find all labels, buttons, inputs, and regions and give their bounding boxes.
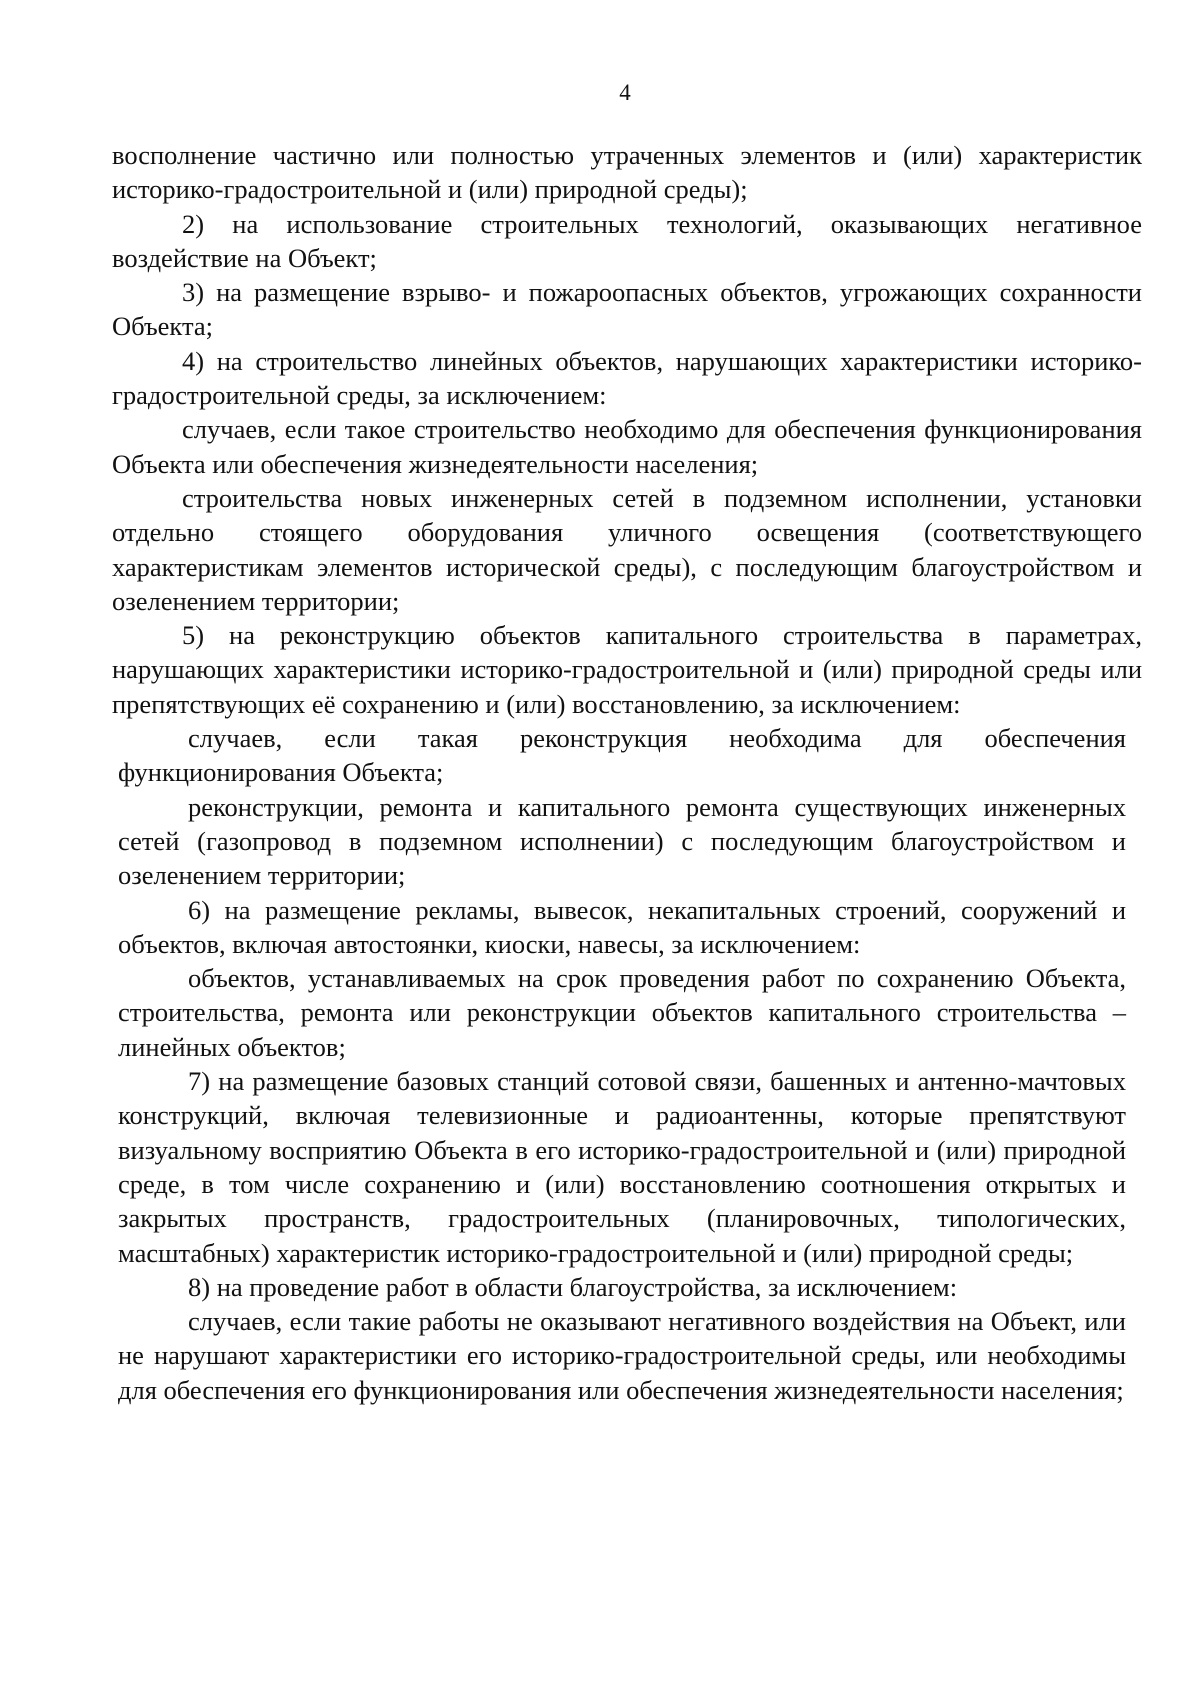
paragraph-item-8-exception-1: случаев, если такие работы не оказывают негативного воздействия на Объект, или не нарушают характеристики его историко-градостроительной среды, или необходимы для обеспечения его функционирования или обеспечения жизнедеятельности населения; — [118, 1306, 1126, 1405]
paragraph-item-6-exception-1: объектов, устанавливаемых на срок проведения работ по сохранению Объекта, строительства, ремонта или реконструкции объектов капитального строительства – линейных объектов; — [118, 963, 1126, 1062]
paragraph-item-8: 8) на проведение работ в области благоустройства, за исключением: — [188, 1271, 958, 1302]
paragraph-item-2: 2) на использование строительных технологий, оказывающих негативное воздействие на Объект; — [112, 208, 1142, 273]
paragraph-item-3: 3) на размещение взрыво- и пожароопасных объектов, угрожающих сохранности Объекта; — [112, 277, 1142, 342]
paragraph-item-5-exception-2: реконструкции, ремонта и капитального ремонта существующих инженерных сетей (газопровод в подземном исполнении) с последующим благоустройством и озеленением территории; — [118, 791, 1126, 891]
paragraph-item-6: 6) на размещение рекламы, вывесок, некапитальных строений, сооружений и объектов, включая автостоянки, киоски, навесы, за исключением: — [118, 894, 1126, 959]
paragraph-item-5: 5) на реконструкцию объектов капитального строительства в параметрах, нарушающих характеристики историко-градостроительной и (или) природной среды или препятствующих её сохранению и (или) восстановлению, за исключением: — [112, 620, 1142, 719]
paragraph-continuation: восполнение частично или полностью утраченных элементов и (или) характеристик историко-градостроительной и (или) природной среды); — [112, 140, 1142, 205]
paragraph-item-4: 4) на строительство линейных объектов, нарушающих характеристики историко-градостроительной среды, за исключением: — [112, 345, 1142, 411]
paragraph-item-5-exception-1: случаев, если такая реконструкция необходима для обеспечения функционирования Объекта; — [118, 723, 1126, 788]
page-number: 4 — [619, 80, 631, 105]
paragraph-item-7: 7) на размещение базовых станций сотовой связи, башенных и антенно-мачтовых конструкций, включая телевизионные и радиоантенны, которые препятствуют визуальному восприятию Объекта в его историко-градостроительной и (или) природной среде, в том числе сохранению и (или) восстановлению соотношения открытых и закрытых пространств, градостроительных (планировочных, типологических, масштабных) характеристик историко-градостроительной и (или) природной среды; — [118, 1066, 1126, 1268]
paragraph-item-4-exception-2: строительства новых инженерных сетей в подземном исполнении, установки отдельно стоящего оборудования уличного освещения (соответствующего характеристикам элементов исторической среды), с последующим благоустройством и озеленением территории; — [112, 482, 1142, 616]
paragraph-item-4-exception-1: случаев, если такое строительство необходимо для обеспечения функционирования Объекта или обеспечения жизнедеятельности населения; — [112, 414, 1142, 479]
document-body — [112, 138, 1142, 1407]
